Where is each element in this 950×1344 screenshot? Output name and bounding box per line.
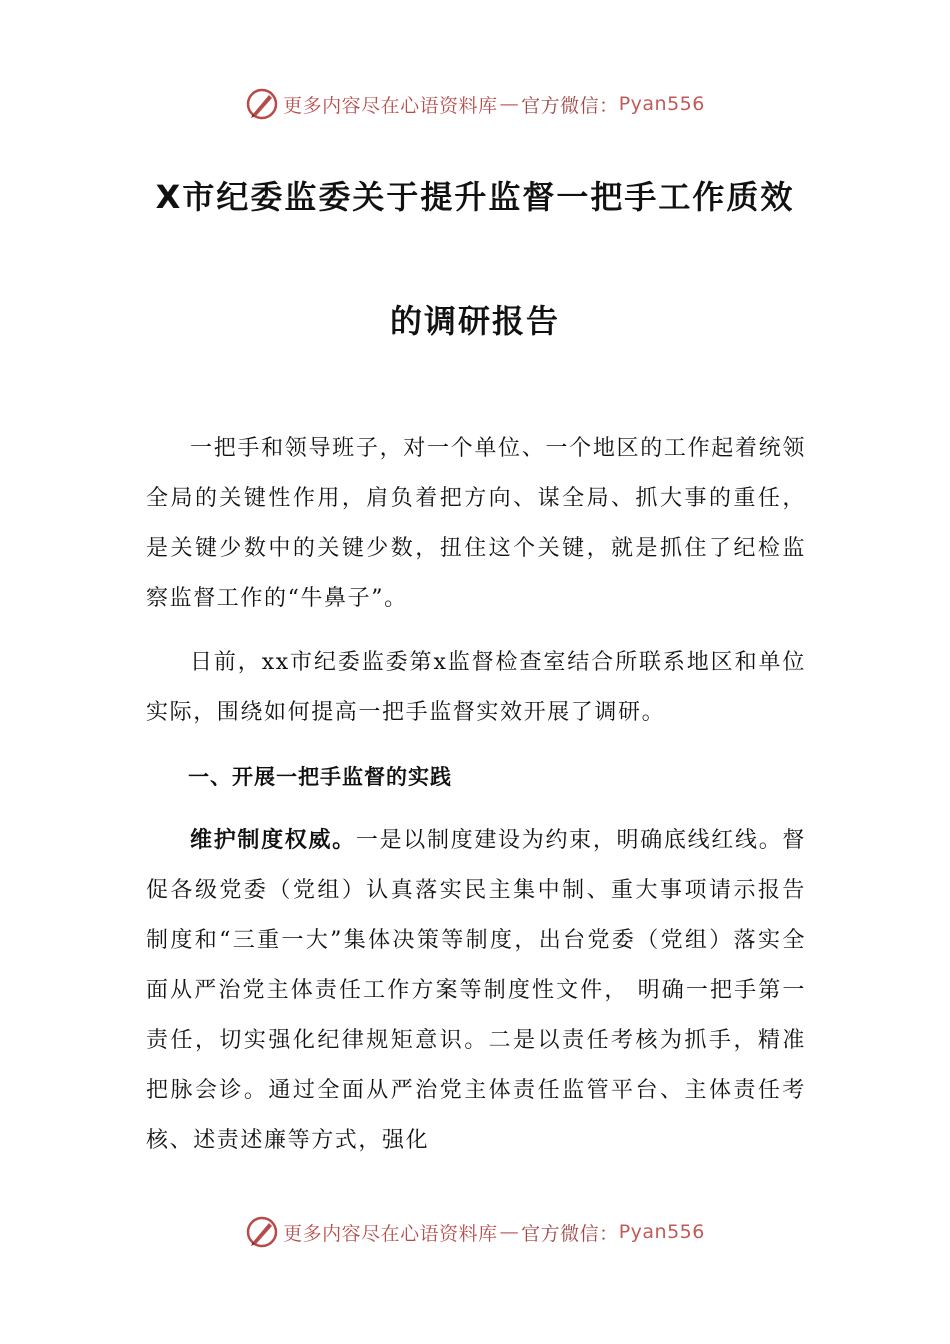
paragraph-intro: 一把手和领导班子，对一个单位、一个地区的工作起着统领全局的关键性作用，肩负着把方向、谋全局、抓大事的重任，是关键少数中的关键少数，扭住这个关键，就是抓住了纪检监察监督工作的“牛鼻子”。 — [146, 436, 806, 611]
paragraph-system-authority — [146, 816, 806, 1166]
watermark-text: 更多内容尽在心语资料库 — [283, 94, 498, 117]
paragraph-lead: 维护制度权威。 — [190, 828, 356, 853]
watermark-separator: — — [499, 93, 520, 115]
document-title-line1: X市纪委监委关于提升监督一把手工作质效 — [155, 178, 795, 216]
paragraph-research: 日前，xx市纪委监委第x监督检查室结合所联系地区和单位实际，围绕如何提高一把手监督实效开展了调研。 — [146, 650, 806, 725]
watermark-bottom — [0, 1212, 950, 1252]
watermark-top — [0, 84, 950, 124]
watermark-label: 官方微信： — [521, 1222, 619, 1245]
pen-circle-logo-icon — [245, 87, 279, 121]
watermark-label: 官方微信： — [521, 94, 619, 117]
paragraph-body: 一是以制度建设为约束，明确底线红线。督促各级党委（党组）认真落实民主集中制、重大事项请示报告制度和“三重一大”集体决策等制度，出台党委（党组）落实全面从严治党主体责任工作方案等制度性文件， 明确一把手第一责任，切实强化纪律规矩意识。二是以责任考核为抓手，精准把脉会诊。通过全面从严治党主体责任监管平台、主体责任考核、述责述廉等方式，强化 — [146, 828, 806, 1153]
watermark-separator: — — [499, 1221, 520, 1243]
section-heading: 一、开展一把手监督的实践 — [188, 765, 452, 789]
watermark-id: Pyan556 — [618, 1221, 705, 1243]
pen-circle-logo-icon — [245, 1215, 279, 1249]
document-body — [146, 424, 806, 1180]
watermark-id: Pyan556 — [618, 93, 705, 115]
watermark-text: 更多内容尽在心语资料库 — [283, 1222, 498, 1245]
document-title-line2: 的调研报告 — [389, 302, 560, 340]
